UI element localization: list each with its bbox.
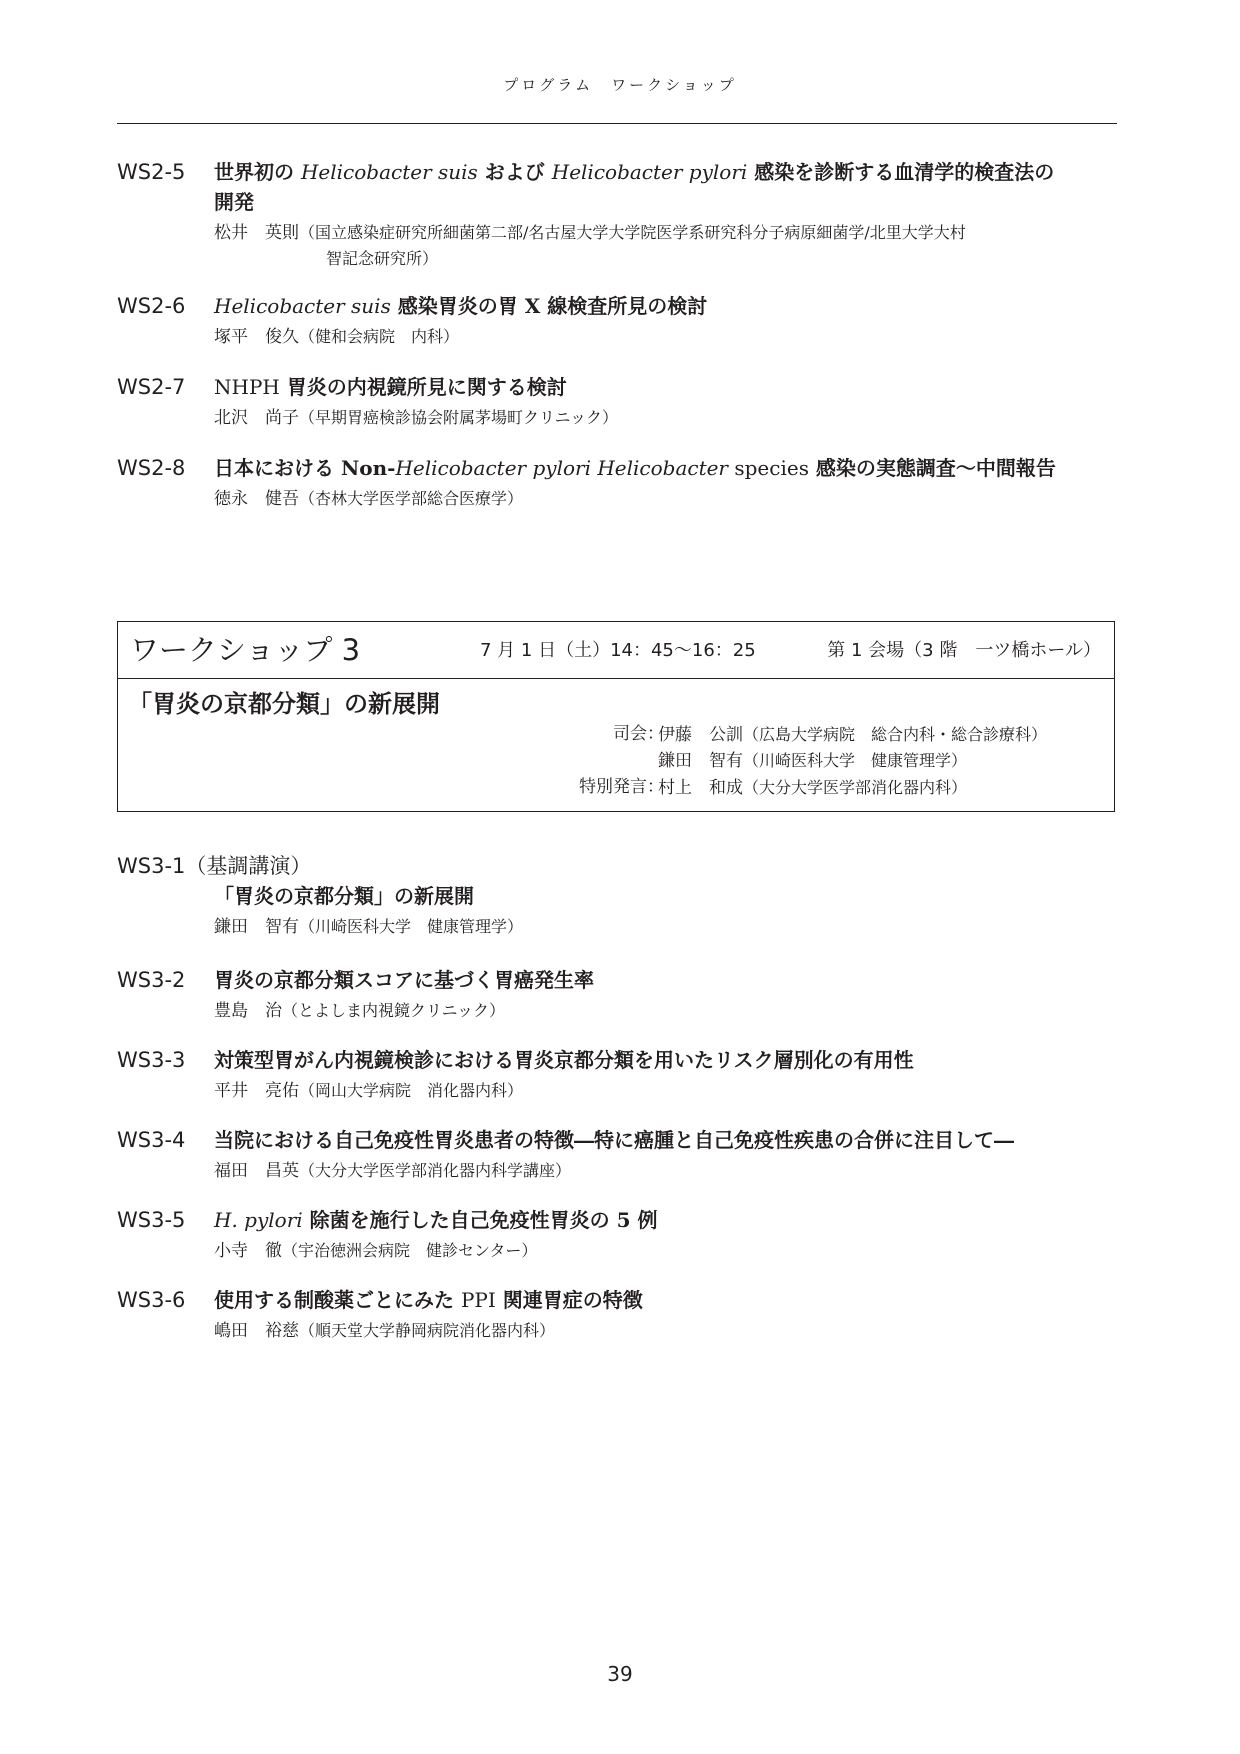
session-datetime: 7 月 1 日（土）14：45～16：25 xyxy=(480,640,756,661)
session-header xyxy=(118,622,1114,679)
entry-title: 世界初の Helicobacter suis および Helicobacter pylori 感染を診断する血清学的検査法の 開発 xyxy=(214,160,1055,214)
special-remarks-label: 特別発言： xyxy=(579,777,664,797)
entry-title: Helicobacter suis 感染胃炎の胃 X 線検査所見の検討 xyxy=(214,294,708,318)
entry-title: 「胃炎の京都分類」の新展開 xyxy=(214,884,474,908)
entry-author: 豊島 治（とよしま内視鏡クリニック） xyxy=(214,1001,506,1021)
entry-author: 松井 英則（国立感染症研究所細菌第二部/名古屋大学大学院医学系研究科分子病原細菌学/北里大学大村 智記念研究所） xyxy=(214,223,966,268)
header-rule xyxy=(117,123,1117,124)
entry-author: 塚平 俊久（健和会病院 内科） xyxy=(214,327,460,347)
entry-code: WS2-5 xyxy=(117,160,186,184)
chair-2: 鎌田 智有（川崎医科大学 健康管理学） xyxy=(658,751,968,771)
program-entry-ws2-6 xyxy=(117,291,1127,350)
running-head: プログラム ワークショップ xyxy=(503,76,737,94)
program-entry-ws3-1 xyxy=(117,851,1127,940)
entry-code: WS2-6 xyxy=(117,294,186,318)
entry-code: WS2-8 xyxy=(117,456,186,480)
special-remarks: 村上 和成（大分大学医学部消化器内科） xyxy=(658,778,968,798)
entry-code: WS3-5 xyxy=(117,1208,186,1232)
entry-title: 日本における Non-Helicobacter pylori Helicobacter species 感染の実態調査～中間報告 xyxy=(214,456,1056,480)
entry-title: H. pylori 除菌を施行した自己免疫性胃炎の 5 例 xyxy=(214,1208,658,1232)
entry-author: 鎌田 智有（川崎医科大学 健康管理学） xyxy=(214,917,524,937)
entry-code: WS3-4 xyxy=(117,1128,186,1152)
program-entry-ws2-7 xyxy=(117,372,1127,431)
program-entry-ws2-8 xyxy=(117,453,1127,512)
entry-author: 小寺 徹（宇治徳洲会病院 健診センター） xyxy=(214,1241,538,1261)
program-entry-ws3-2 xyxy=(117,965,1127,1024)
entry-title: 対策型胃がん内視鏡検診における胃炎京都分類を用いたリスク層別化の有用性 xyxy=(214,1048,914,1072)
entry-code: WS3-3 xyxy=(117,1048,186,1072)
program-entry-ws3-6 xyxy=(117,1285,1127,1344)
entry-author: 平井 亮佑（岡山大学病院 消化器内科） xyxy=(214,1081,524,1101)
entry-code: WS2-7 xyxy=(117,375,186,399)
entry-code: WS3-6 xyxy=(117,1288,186,1312)
workshop-session-box xyxy=(117,621,1115,812)
session-venue: 第 1 会場（3 階 一ツ橋ホール） xyxy=(827,640,1101,661)
entry-title: NHPH 胃炎の内視鏡所見に関する検討 xyxy=(214,375,567,399)
program-entry-ws3-4 xyxy=(117,1125,1127,1184)
page-number: 39 xyxy=(607,1662,633,1686)
entry-author: 徳永 健吾（杏林大学医学部総合医療学） xyxy=(214,489,524,509)
entry-title: 使用する制酸薬ごとにみた PPI 関連胃症の特徴 xyxy=(214,1288,643,1312)
program-entry-ws2-5 xyxy=(117,157,1127,272)
entry-title: 当院における自己免疫性胃炎患者の特徴―特に癌腫と自己免疫性疾患の合併に注目して― xyxy=(214,1128,1014,1152)
entry-title: 胃炎の京都分類スコアに基づく胃癌発生率 xyxy=(214,968,594,992)
entry-author: 嶋田 裕慈（順天堂大学静岡病院消化器内科） xyxy=(214,1321,556,1341)
entry-author: 北沢 尚子（早期胃癌検診協会附属茅場町クリニック） xyxy=(214,408,619,428)
session-name: ワークショップ 3 xyxy=(130,633,361,667)
session-subtitle: 「胃炎の京都分類」の新展開 xyxy=(128,689,440,718)
chair-1: 伊藤 公訓（広島大学病院 総合内科・総合診療科） xyxy=(658,725,1048,745)
chair-role-label: 司会： xyxy=(613,724,664,744)
entry-author: 福田 昌英（大分大学医学部消化器内科学講座） xyxy=(214,1161,572,1181)
entry-code: WS3-2 xyxy=(117,968,186,992)
entry-code: WS3-1（基調講演） xyxy=(117,854,312,878)
program-entry-ws3-3 xyxy=(117,1045,1127,1104)
program-entry-ws3-5 xyxy=(117,1205,1127,1264)
